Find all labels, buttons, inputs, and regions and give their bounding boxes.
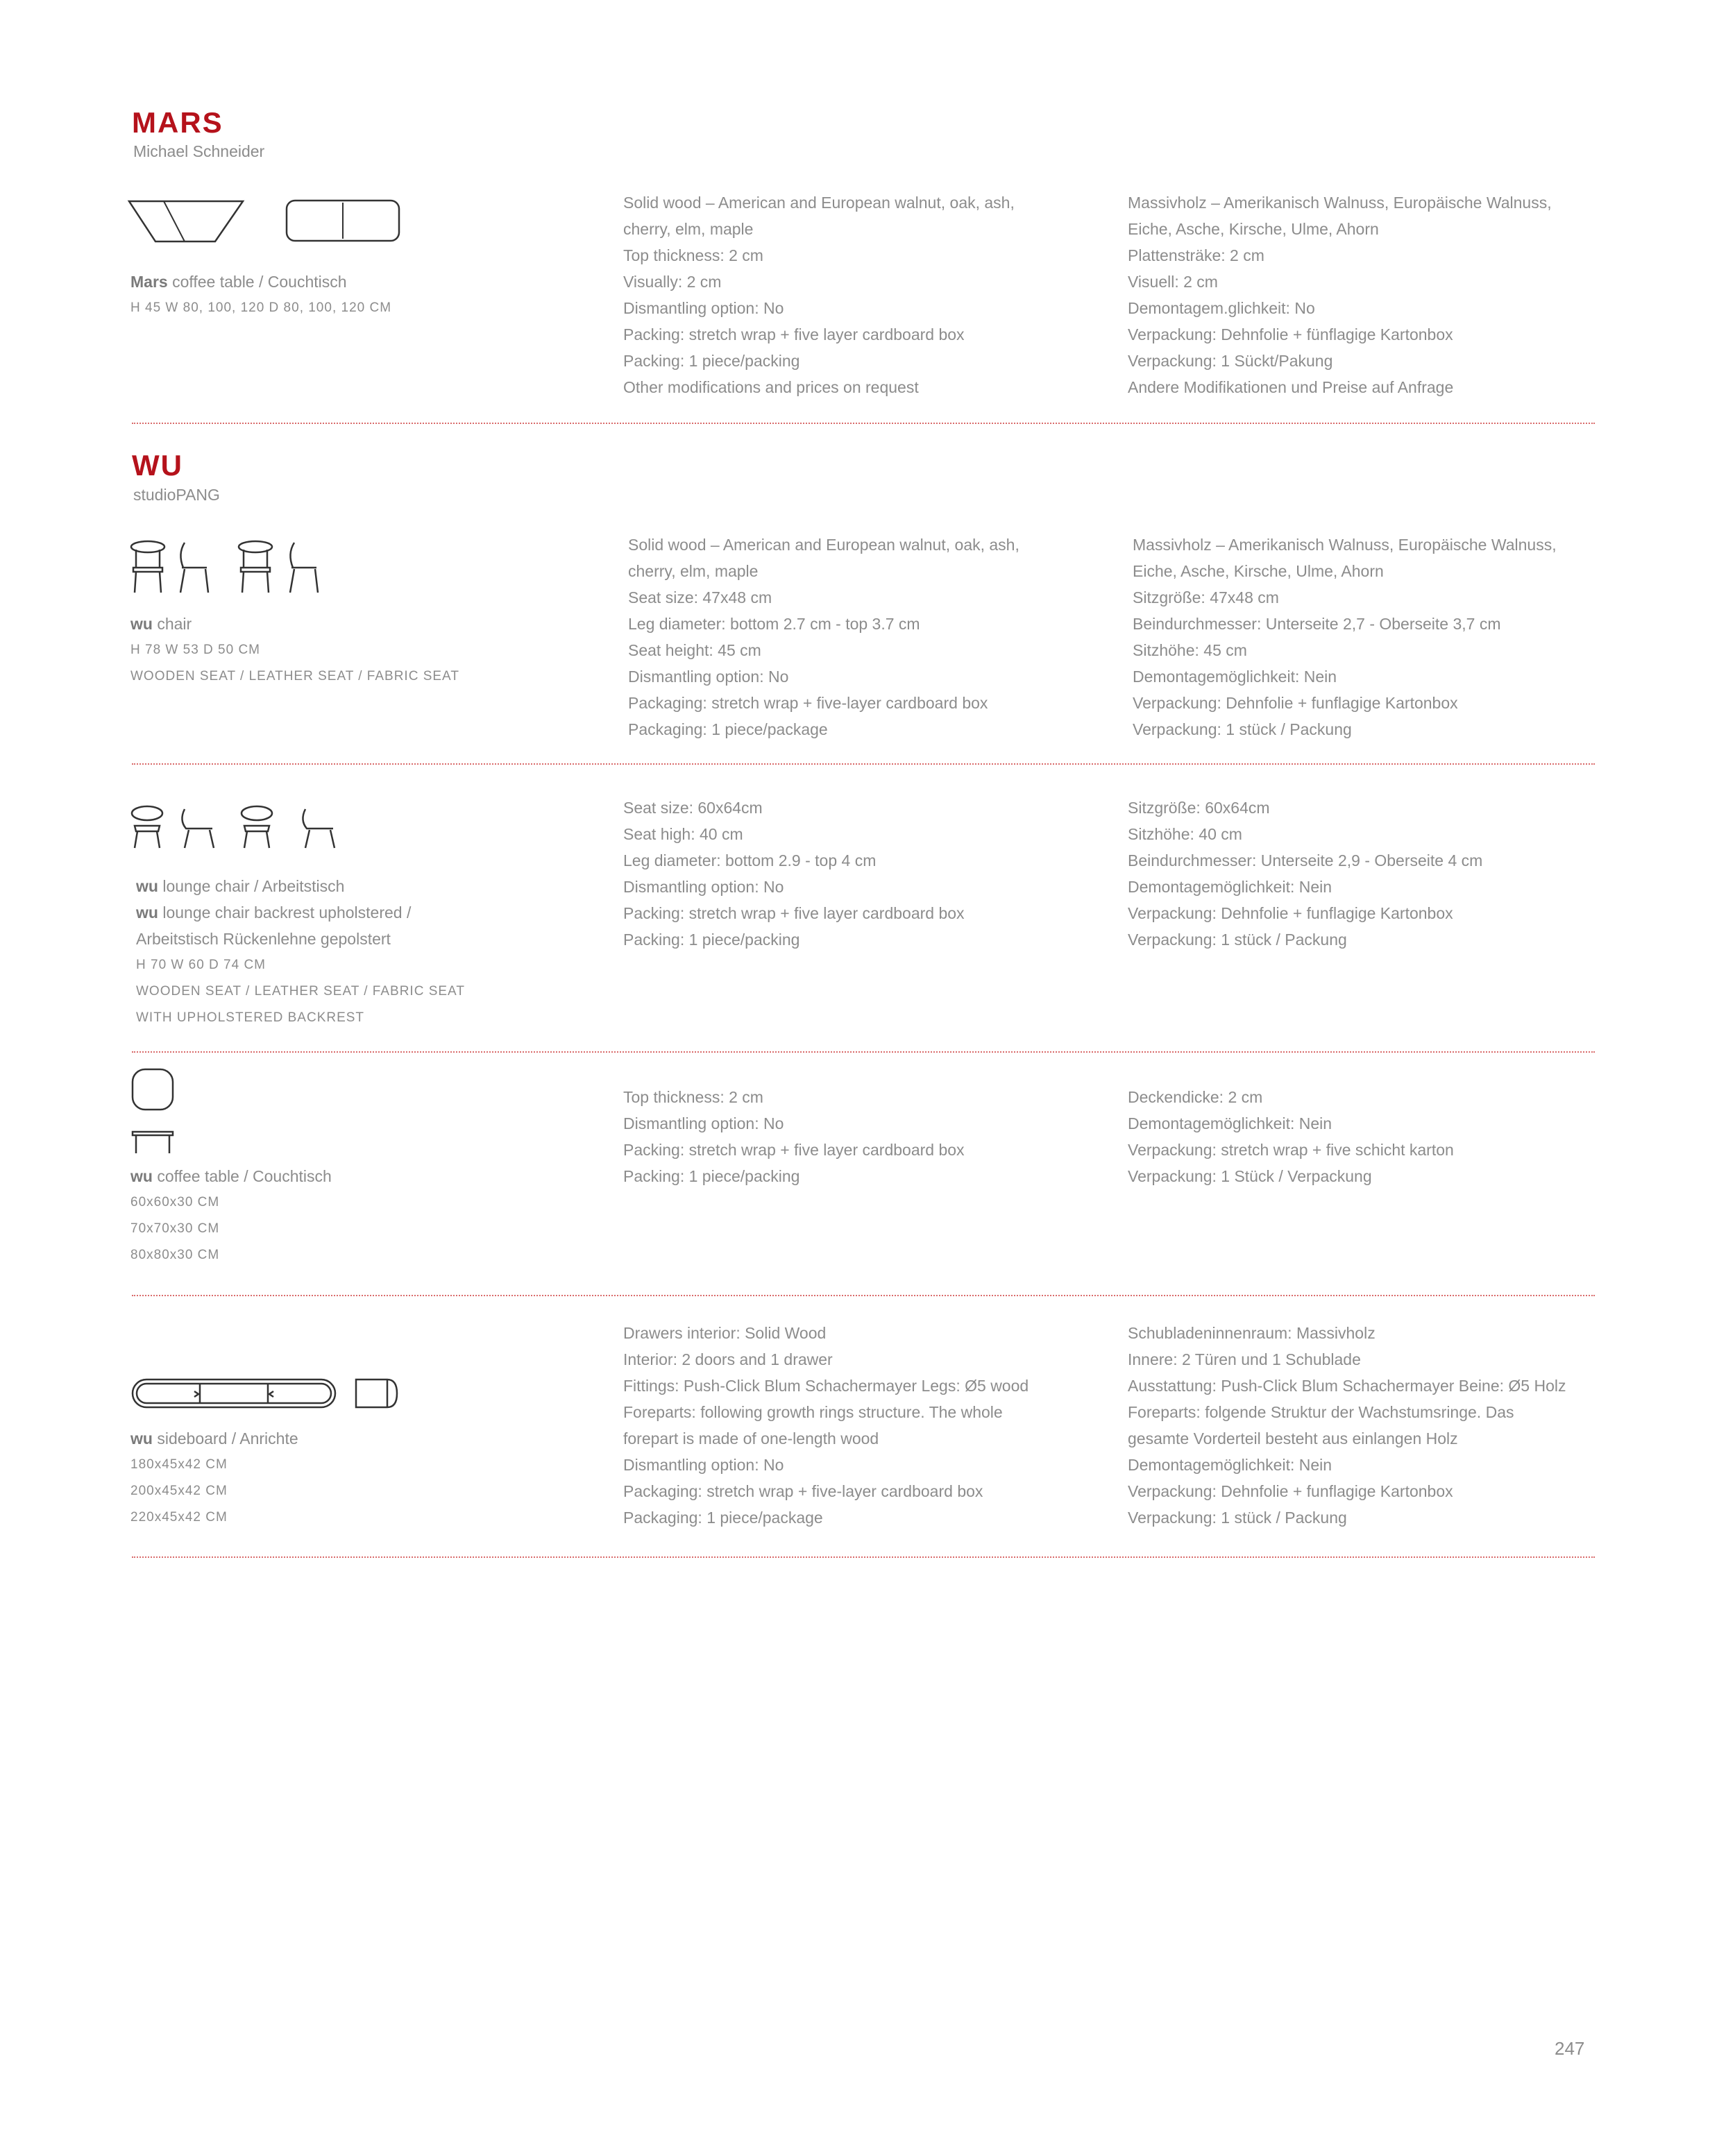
spec-line: Dismantling option: No (628, 668, 789, 686)
wu-coffee-table-side-icon (130, 1130, 176, 1155)
spec-line: Top thickness: 2 cm (623, 1088, 763, 1106)
wu-chair-dims: H 78 W 53 D 50 CM (130, 643, 260, 657)
wu-sideboard-specs-de (1128, 1320, 1566, 1531)
wu-lounge-name-2: wu (136, 903, 158, 922)
spec-line: Verpackung: 1 stück / Packung (1133, 720, 1352, 738)
spec-line: Andere Modifikationen und Preise auf Anfrage (1128, 378, 1454, 396)
section-divider (132, 763, 1595, 765)
wu-sideboard-front-icon (130, 1377, 339, 1409)
spec-line: Visually: 2 cm (623, 273, 722, 291)
mars-product-info (130, 269, 391, 321)
mars-product-dims: H 45 W 80, 100, 120 D 80, 100, 120 CM (130, 300, 392, 315)
spec-line: Verpackung: stretch wrap + five schicht karton (1128, 1141, 1454, 1159)
spec-line: Solid wood – American and European walnut, oak, ash, (623, 194, 1015, 212)
spec-line: Packing: stretch wrap + five layer cardboard box (623, 904, 965, 922)
spec-line: Solid wood – American and European walnut, oak, ash, (628, 536, 1019, 554)
spec-line: Schubladeninnenraum: Massivholz (1128, 1324, 1376, 1342)
wu-chair-type: chair (152, 615, 192, 633)
spec-line: Leg diameter: bottom 2.9 - top 4 cm (623, 851, 877, 869)
wu-lounge-specs-de (1128, 795, 1482, 953)
spec-line: cherry, elm, maple (628, 562, 759, 580)
section-divider (132, 1295, 1595, 1296)
spec-line: Drawers interior: Solid Wood (623, 1324, 827, 1342)
mars-specs-en (623, 189, 1015, 400)
section-divider (132, 1556, 1595, 1558)
spec-line: Verpackung: 1 Stück / Verpackung (1128, 1167, 1372, 1185)
wu-coffee-table-top-icon (130, 1067, 176, 1113)
wu-sideboard-side-icon (354, 1377, 400, 1409)
wu-coffee-specs-en (623, 1084, 965, 1189)
wu-sideboard-size: 200x45x42 CM (130, 1484, 228, 1498)
spec-line: Verpackung: Dehnfolie + funflagige Kartonbox (1133, 694, 1458, 712)
spec-line: Top thickness: 2 cm (623, 246, 763, 264)
wu-title: WU (132, 449, 183, 482)
page-number: 247 (1555, 2038, 1585, 2059)
spec-line: Visuell: 2 cm (1128, 273, 1218, 291)
spec-line: Verpackung: Dehnfolie + funflagige Kartonbox (1128, 904, 1453, 922)
wu-chair-specs-en (628, 532, 1019, 742)
spec-line: gesamte Vorderteil besteht aus einlangen Holz (1128, 1429, 1458, 1448)
spec-line: Dismantling option: No (623, 878, 784, 896)
spec-line: Fittings: Push-Click Blum Schachermayer Legs: Ø5 wood (623, 1377, 1029, 1395)
spec-line: Demontagem.glichkeit: No (1128, 299, 1315, 317)
spec-line: Seat height: 45 cm (628, 641, 761, 659)
wu-coffee-size: 70x70x30 CM (130, 1221, 220, 1236)
spec-line: Packing: 1 piece/packing (623, 931, 800, 949)
wu-chair-options: WOODEN SEAT / LEATHER SEAT / FABRIC SEAT (130, 669, 459, 684)
spec-line: Packing: stretch wrap + five layer cardboard box (623, 325, 965, 343)
spec-line: Packaging: stretch wrap + five-layer cardboard box (628, 694, 988, 712)
spec-line: Ausstattung: Push-Click Blum Schachermayer Beine: Ø5 Holz (1128, 1377, 1566, 1395)
spec-line: Deckendicke: 2 cm (1128, 1088, 1263, 1106)
spec-line: Packing: 1 piece/packing (623, 1167, 800, 1185)
wu-sideboard-size: 220x45x42 CM (130, 1510, 228, 1525)
wu-lounge-name: wu (136, 877, 158, 895)
mars-designer: Michael Schneider (133, 142, 265, 160)
wu-coffee-type: coffee table / Couchtisch (152, 1167, 332, 1185)
spec-line: Verpackung: 1 stück / Packung (1128, 1509, 1347, 1527)
spec-line: Packing: 1 piece/packing (623, 352, 800, 370)
spec-line: Beindurchmesser: Unterseite 2,9 - Oberseite 4 cm (1128, 851, 1483, 869)
spec-line: Innere: 2 Türen und 1 Schublade (1128, 1350, 1361, 1368)
wu-lounge-chair-icon (130, 805, 353, 849)
spec-line: Interior: 2 doors and 1 drawer (623, 1350, 833, 1368)
spec-line: forepart is made of one-length wood (623, 1429, 879, 1448)
mars-product-type: coffee table / Couchtisch (167, 273, 347, 291)
spec-line: Sitzgröße: 47x48 cm (1133, 588, 1279, 606)
spec-line: Demontagemöglichkeit: Nein (1133, 668, 1337, 686)
spec-line: Seat size: 47x48 cm (628, 588, 772, 606)
wu-designer: studioPANG (133, 486, 220, 504)
spec-line: Packaging: 1 piece/package (623, 1509, 823, 1527)
wu-lounge-info (136, 873, 465, 1031)
spec-line: Packing: stretch wrap + five layer cardboard box (623, 1141, 965, 1159)
wu-lounge-dims: H 70 W 60 D 74 CM (136, 958, 266, 972)
wu-sideboard-type: sideboard / Anrichte (152, 1429, 298, 1448)
spec-line: Verpackung: 1 Sückt/Pakung (1128, 352, 1333, 370)
section-divider (132, 423, 1595, 424)
spec-line: Sitzgröße: 60x64cm (1128, 799, 1270, 817)
spec-line: Eiche, Asche, Kirsche, Ulme, Ahorn (1128, 220, 1379, 238)
wu-sideboard-name: wu (130, 1429, 153, 1448)
wu-coffee-name: wu (130, 1167, 153, 1185)
wu-lounge-type-3: Arbeitstisch Rückenlehne gepolstert (136, 930, 391, 948)
wu-lounge-options: WOODEN SEAT / LEATHER SEAT / FABRIC SEAT (136, 984, 465, 999)
mars-table-side-view-icon (128, 198, 246, 244)
wu-chair-specs-de (1133, 532, 1557, 742)
spec-line: Eiche, Asche, Kirsche, Ulme, Ahorn (1133, 562, 1384, 580)
spec-line: Massivholz – Amerikanisch Walnuss, Europäische Walnuss, (1133, 536, 1557, 554)
mars-product-name: Mars (130, 273, 168, 291)
spec-line: Plattensträke: 2 cm (1128, 246, 1264, 264)
wu-coffee-info (130, 1163, 332, 1268)
spec-line: Verpackung: Dehnfolie + fünflagige Kartonbox (1128, 325, 1453, 343)
wu-chair-name: wu (130, 615, 153, 633)
spec-line: Beindurchmesser: Unterseite 2,7 - Oberseite 3,7 cm (1133, 615, 1501, 633)
spec-line: Other modifications and prices on request (623, 378, 919, 396)
wu-chair-info (130, 611, 459, 690)
spec-line: Leg diameter: bottom 2.7 cm - top 3.7 cm (628, 615, 920, 633)
wu-sideboard-specs-en (623, 1320, 1029, 1531)
wu-chair-icon (130, 540, 332, 594)
spec-line: Demontagemöglichkeit: Nein (1128, 878, 1332, 896)
spec-line: Verpackung: Dehnfolie + funflagige Kartonbox (1128, 1482, 1453, 1500)
wu-coffee-specs-de (1128, 1084, 1454, 1189)
spec-line: Dismantling option: No (623, 299, 784, 317)
spec-line: Verpackung: 1 stück / Packung (1128, 931, 1347, 949)
wu-lounge-options-2: WITH UPHOLSTERED BACKREST (136, 1010, 365, 1025)
wu-lounge-type: lounge chair / Arbeitstisch (158, 877, 345, 895)
spec-line: Seat high: 40 cm (623, 825, 743, 843)
wu-lounge-type-2: lounge chair backrest upholstered / (158, 903, 412, 922)
mars-specs-de (1128, 189, 1552, 400)
wu-coffee-size: 80x80x30 CM (130, 1248, 220, 1262)
spec-line: Demontagemöglichkeit: Nein (1128, 1456, 1332, 1474)
spec-line: Foreparts: following growth rings structure. The whole (623, 1403, 1003, 1421)
mars-title: MARS (132, 106, 223, 139)
wu-coffee-size: 60x60x30 CM (130, 1195, 220, 1209)
spec-line: Packaging: 1 piece/package (628, 720, 828, 738)
spec-line: Foreparts: folgende Struktur der Wachstumsringe. Das (1128, 1403, 1514, 1421)
spec-line: Sitzhöhe: 40 cm (1128, 825, 1242, 843)
spec-line: cherry, elm, maple (623, 220, 754, 238)
mars-table-top-view-icon (285, 198, 403, 244)
spec-line: Seat size: 60x64cm (623, 799, 763, 817)
spec-line: Dismantling option: No (623, 1114, 784, 1132)
wu-sideboard-info (130, 1425, 298, 1531)
spec-line: Sitzhöhe: 45 cm (1133, 641, 1247, 659)
wu-lounge-specs-en (623, 795, 965, 953)
spec-line: Massivholz – Amerikanisch Walnuss, Europäische Walnuss, (1128, 194, 1552, 212)
section-divider (132, 1051, 1595, 1053)
spec-line: Dismantling option: No (623, 1456, 784, 1474)
wu-sideboard-size: 180x45x42 CM (130, 1457, 228, 1472)
spec-line: Packaging: stretch wrap + five-layer cardboard box (623, 1482, 983, 1500)
spec-line: Demontagemöglichkeit: Nein (1128, 1114, 1332, 1132)
